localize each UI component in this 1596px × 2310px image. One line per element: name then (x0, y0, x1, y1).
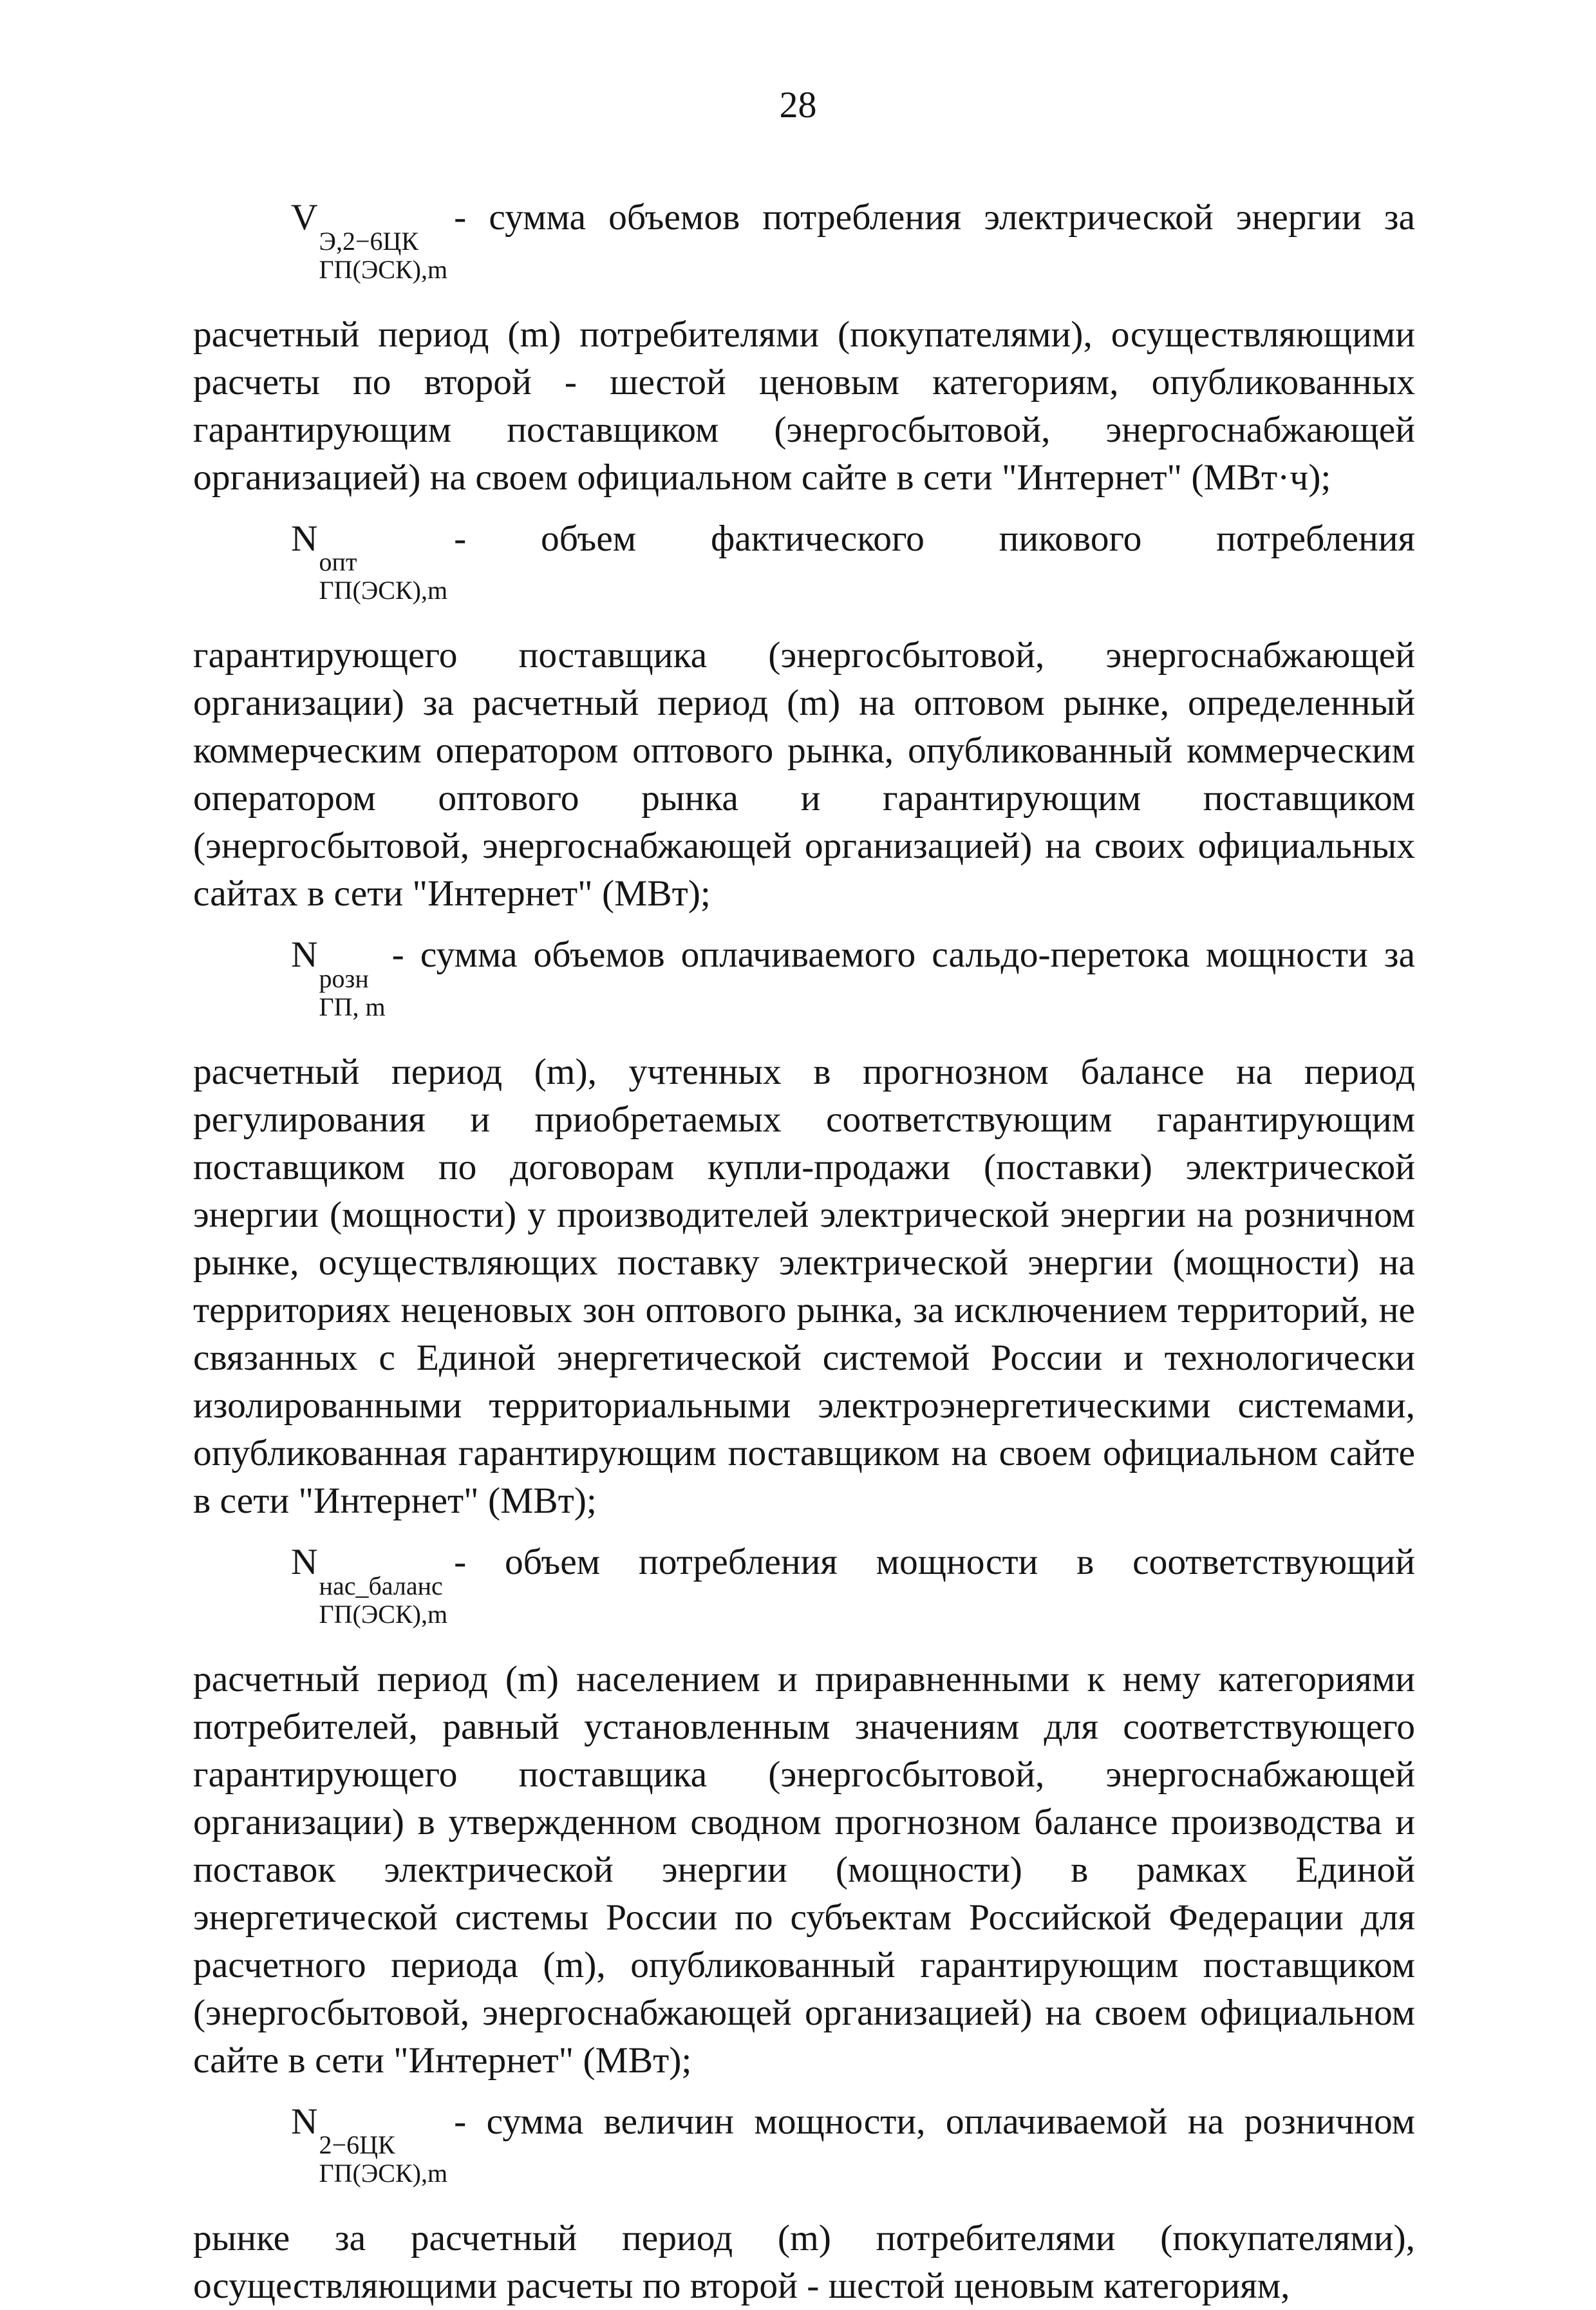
definition-lead-text: - сумма объемов потребления электрической энергии за (454, 197, 1415, 238)
definition-entry (193, 180, 1415, 502)
definition-entry (193, 2085, 1415, 2310)
definition-lead-text: - сумма объемов оплачиваемого сальдо-перетока мощности за (392, 934, 1415, 975)
definition-entry (193, 918, 1415, 1525)
definition-entry (193, 502, 1415, 918)
definition-lead-line (193, 1525, 1415, 1627)
definition-text: расчетный период (m), учтенных в прогнозном балансе на период регулирования и приобретаемых соответствующим гарантирующим поставщиком по договорам купли-продажи (поставки) электрической энергии (мощности) у производителей электрической энергии на розничном рынке, осуществляющих поставку электрической энергии (мощности) на территориях неценовых зон оптового рынка, за исключением территорий, не связанных с Единой энергетической системой России и технологически изолированными территориальными электроэнергетическими системами, опубликованная гарантирующим поставщиком на своем официальном сайте в сети "Интернет" (МВт); (193, 1048, 1415, 1525)
document-body (193, 180, 1415, 2310)
formula-symbol: N нас_баланс ГП(ЭСК),m (291, 1525, 447, 1627)
definition-lead-line (193, 502, 1415, 604)
formula-symbol: N розн ГП, m (291, 918, 386, 1020)
definition-text: рынке за расчетный период (m) потребителями (покупателями), осуществляющими расчеты по второй - шестой ценовым категориям, (193, 2215, 1415, 2310)
definition-lead-text: - сумма величин мощности, оплачиваемой на розничном (454, 2101, 1415, 2142)
formula-symbol: N опт ГП(ЭСК),m (291, 502, 447, 604)
formula-symbol: N 2−6ЦК ГП(ЭСК),m (291, 2085, 447, 2187)
page-number: 28 (0, 82, 1596, 128)
definition-text: расчетный период (m) потребителями (покупателями), осуществляющими расчеты по второй - шестой ценовым категориям, опубликованных гарантирующим поставщиком (энергосбытовой, энергоснабжающей организацией) на своем официальном сайте в сети "Интернет" (МВт·ч); (193, 311, 1415, 502)
formula-symbol: V Э,2−6ЦК ГП(ЭСК),m (291, 180, 447, 283)
definition-lead-text: - объем фактического пикового потребления (454, 518, 1415, 559)
definition-lead-line (193, 2085, 1415, 2187)
definition-text: расчетный период (m) населением и приравненными к нему категориями потребителей, равный установленным значениям для соответствующего гарантирующего поставщика (энергосбытовой, энергоснабжающей организации) в утвержденном сводном прогнозном балансе производства и поставок электрической энергии (мощности) в рамках Единой энергетической системы России по субъектам Российской Федерации для расчетного периода (m), опубликованный гарантирующим поставщиком (энергосбытовой, энергоснабжающей организацией) на своем официальном сайте в сети "Интернет" (МВт); (193, 1656, 1415, 2085)
definition-lead-line (193, 180, 1415, 283)
definition-lead-line (193, 918, 1415, 1020)
definition-text: гарантирующего поставщика (энергосбытовой, энергоснабжающей организации) за расчетный период (m) на оптовом рынке, определенный коммерческим оператором оптового рынка, опубликованный коммерческим оператором оптового рынка и гарантирующим поставщиком (энергосбытовой, энергоснабжающей организацией) на своих официальных сайтах в сети "Интернет" (МВт); (193, 632, 1415, 918)
definition-entry (193, 1525, 1415, 2085)
definition-lead-text: - объем потребления мощности в соответствующий (454, 1542, 1415, 1582)
